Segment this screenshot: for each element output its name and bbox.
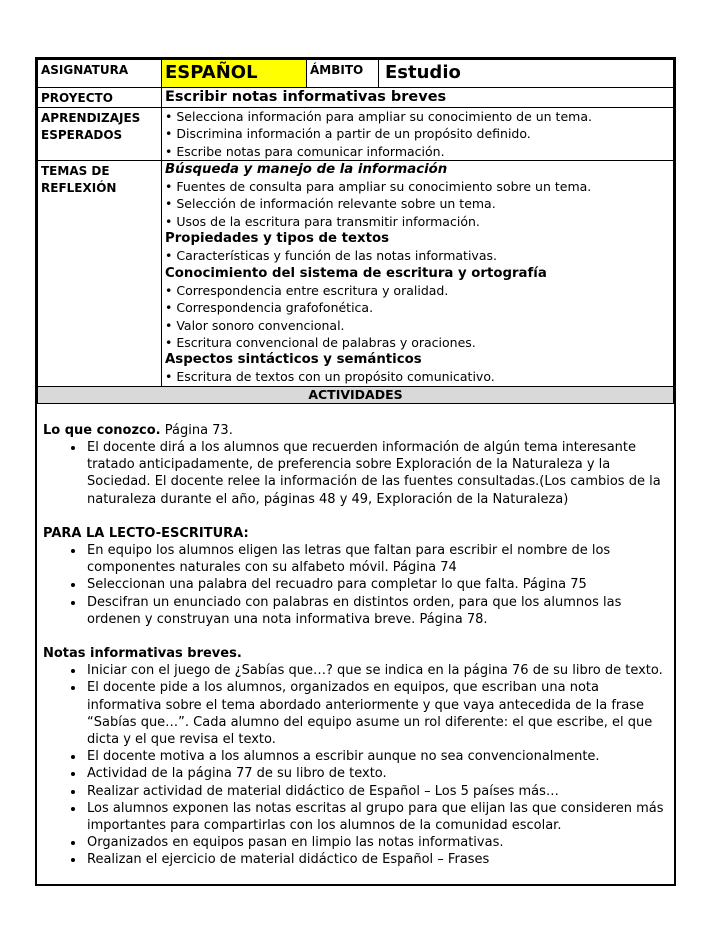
project-value: Escribir notas informativas breves	[162, 88, 674, 108]
expected-label-line1: APRENDIZAJES	[41, 111, 141, 125]
activity-item: • Descifran un enunciado con palabras en distintos orden, para que los alumnos las ordenen y construyan una nota informativa breve. Página 78.	[85, 594, 668, 628]
activity-list	[43, 662, 668, 868]
activity-item: • Seleccionan una palabra del recuadro para completar lo que falta. Página 75	[85, 576, 668, 593]
activity-item: • En equipo los alumnos eligen las letras que faltan para escribir el nombre de los componentes naturales con su alfabeto móvil. Página 74	[85, 542, 668, 576]
themes-content	[162, 160, 674, 386]
expected-item: • Escribe notas para comunicar información.	[165, 143, 445, 159]
activity-item: • Organizados en equipos pasan en limpio las notas informativas.	[85, 834, 668, 851]
expected-row	[38, 108, 674, 161]
theme-item: • Escritura convencional de palabras y oraciones.	[165, 334, 476, 350]
theme-item: • Correspondencia grafofonética.	[165, 300, 374, 316]
expected-item: • Selecciona información para ampliar su conocimiento de un tema.	[165, 109, 592, 124]
expected-items	[162, 108, 674, 161]
activities-body	[37, 404, 674, 869]
activity-list	[43, 542, 668, 628]
themes-label-line2: REFLEXIÓN	[41, 180, 117, 195]
theme-item: • Valor sonoro convencional.	[165, 317, 345, 333]
activity-title-page: Página 73.	[160, 422, 233, 438]
activity-block-title: PARA LA LECTO-ESCRITURA:	[43, 525, 249, 541]
theme-item: • Escritura de textos con un propósito comunicativo.	[165, 369, 495, 385]
theme-section-title: Aspectos sintácticos y semánticos	[165, 352, 422, 368]
themes-row	[38, 160, 674, 386]
themes-label-line1: TEMAS DE	[41, 163, 110, 178]
theme-item: • Usos de la escritura para transmitir información.	[165, 213, 480, 229]
theme-section-title: Búsqueda y manejo de la información	[165, 161, 448, 177]
activities-bar-row	[38, 386, 674, 403]
theme-section-title: Propiedades y tipos de textos	[165, 231, 390, 247]
activity-block-title	[43, 422, 668, 439]
activity-list	[43, 439, 668, 508]
theme-item: • Selección de información relevante sobre un tema.	[165, 196, 496, 212]
activity-item: • Realizan el ejercicio de material didáctico de Español – Frases	[85, 851, 668, 868]
lesson-plan-sheet	[35, 57, 676, 886]
expected-label-line2: ESPERADOS	[41, 128, 123, 142]
subject-label: ASIGNATURA	[38, 60, 162, 88]
activity-title-bold: Lo que conozco.	[43, 422, 161, 438]
expected-label	[38, 108, 162, 161]
header-table	[37, 59, 674, 404]
theme-item: • Correspondencia entre escritura y oralidad.	[165, 282, 449, 298]
activity-item: • El docente dirá a los alumnos que recuerden información de algún tema interesante tratado anticipadamente, de preferencia sobre Exploración de la Naturaleza y la Sociedad. El docente relee la información de las fuentes consultadas.(Los cambios de la naturaleza durante el año, páginas 48 y 49, Exploración de la Naturaleza)	[85, 439, 668, 508]
expected-item: • Discrimina información a partir de un propósito definido.	[165, 126, 531, 142]
activity-block-title: Notas informativas breves.	[43, 645, 242, 661]
activity-item: • El docente motiva a los alumnos a escribir aunque no sea convencionalmente.	[85, 748, 668, 765]
activities-bar: ACTIVIDADES	[38, 386, 674, 403]
theme-item: • Fuentes de consulta para ampliar su conocimiento sobre un tema.	[165, 179, 592, 195]
activity-item: • Iniciar con el juego de ¿Sabías que…? que se indica en la página 76 de su libro de texto.	[85, 662, 668, 679]
themes-label	[38, 160, 162, 386]
activity-item: • Los alumnos exponen las notas escritas al grupo para que elijan las que consideren más importantes para compartirlas con los alumnos de la comunidad escolar.	[85, 800, 668, 834]
scope-value: Estudio	[379, 60, 674, 88]
project-row	[38, 88, 674, 108]
theme-item: • Características y función de las notas informativas.	[165, 248, 497, 264]
subject-value: ESPAÑOL	[162, 60, 307, 88]
activity-item: • El docente pide a los alumnos, organizados en equipos, que escriban una nota informativa sobre el tema abordado anteriormente y que vaya antecedida de la frase “Sabías que…”. Cada alumno del equipo asume un rol diferente: el que escribe, el que dicta y el que revisa el texto.	[85, 679, 668, 748]
project-label: PROYECTO	[38, 88, 162, 108]
subject-row	[38, 60, 674, 88]
theme-section-title: Conocimiento del sistema de escritura y ortografía	[165, 265, 547, 281]
scope-label: ÁMBITO	[307, 60, 379, 88]
activity-item: • Actividad de la página 77 de su libro de texto.	[85, 765, 668, 782]
activity-item: • Realizar actividad de material didáctico de Español – Los 5 países más…	[85, 783, 668, 800]
